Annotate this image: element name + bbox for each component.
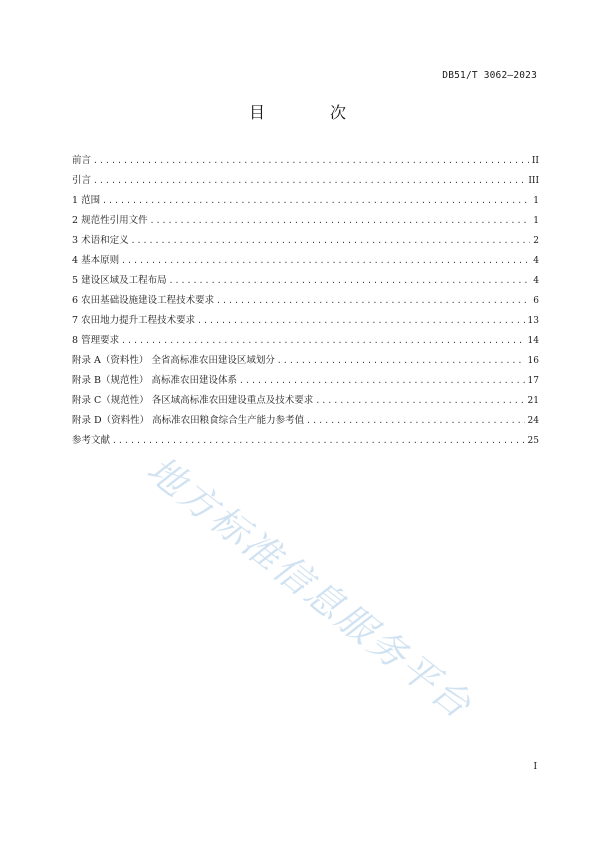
toc-entry-label: 附录 D（资料性） 高标准农田粮食综合生产能力参考值 bbox=[72, 415, 305, 426]
page-title: 目 次 bbox=[248, 103, 377, 122]
dot-leader bbox=[93, 151, 529, 171]
toc-entry-label: 2 规范性引用文件 bbox=[72, 215, 148, 226]
toc-entry-label: 4 基本原则 bbox=[72, 255, 120, 266]
dot-leader bbox=[102, 191, 530, 211]
toc-entry-page: 13 bbox=[527, 316, 539, 326]
dot-leader bbox=[131, 231, 531, 251]
toc-entry-page: 14 bbox=[527, 336, 539, 346]
toc-entry-appendix-d[interactable] bbox=[72, 411, 539, 431]
toc-entry-label: 参考文献 bbox=[72, 435, 111, 446]
toc-entry-label: 1 范围 bbox=[72, 195, 101, 206]
toc-entry-appendix-c[interactable] bbox=[72, 391, 539, 411]
toc-entry-page: III bbox=[528, 176, 539, 186]
toc-entry-appendix-b[interactable] bbox=[72, 371, 539, 391]
toc-entry-label: 8 管理要求 bbox=[72, 335, 120, 346]
dot-leader bbox=[150, 211, 531, 231]
dot-leader bbox=[277, 351, 525, 371]
toc-entry-page: 4 bbox=[533, 276, 539, 286]
toc-entry-page: 25 bbox=[527, 436, 539, 446]
toc-entry-page: 1 bbox=[533, 216, 539, 226]
dot-leader bbox=[93, 171, 525, 191]
dot-leader bbox=[315, 391, 524, 411]
toc-entry-appendix-a[interactable] bbox=[72, 351, 539, 371]
toc-entry-page: 1 bbox=[533, 196, 539, 206]
toc-entry-label: 7 农田地力提升工程技术要求 bbox=[72, 315, 196, 326]
toc-entry-bibliography[interactable] bbox=[72, 431, 539, 451]
dot-leader bbox=[169, 271, 531, 291]
toc-entry-label: 附录 C（规范性） 各区域高标准农田建设重点及技术要求 bbox=[72, 395, 314, 406]
dot-leader bbox=[112, 431, 525, 451]
toc-entry-label: 6 农田基础设施建设工程技术要求 bbox=[72, 295, 215, 306]
watermark: 地方标准信息服务平台 bbox=[139, 447, 481, 728]
toc-entry-label: 附录 B（规范性） 高标准农田建设体系 bbox=[72, 375, 238, 386]
dot-leader bbox=[121, 331, 524, 351]
toc-entry-management-requirements[interactable] bbox=[72, 331, 539, 351]
toc-entry-introduction[interactable] bbox=[72, 171, 539, 191]
toc-entry-label: 3 术语和定义 bbox=[72, 235, 129, 246]
toc-entry-page: 2 bbox=[533, 236, 539, 246]
toc-entry-scope[interactable] bbox=[72, 191, 539, 211]
toc-entry-label: 附录 A（资料性） 全省高标准农田建设区域划分 bbox=[72, 355, 275, 366]
toc-entry-infrastructure-requirements[interactable] bbox=[72, 291, 539, 311]
toc-entry-page: 6 bbox=[533, 296, 539, 306]
toc-entry-page: 16 bbox=[527, 356, 539, 366]
toc-entry-page: 4 bbox=[533, 256, 539, 266]
table-of-contents bbox=[72, 151, 539, 451]
dot-leader bbox=[216, 291, 530, 311]
toc-entry-page: 24 bbox=[527, 416, 539, 426]
dot-leader bbox=[197, 311, 524, 331]
toc-entry-page: 21 bbox=[527, 396, 539, 406]
toc-entry-label: 前言 bbox=[72, 155, 92, 166]
page-number: I bbox=[533, 762, 537, 772]
toc-entry-basic-principles[interactable] bbox=[72, 251, 539, 271]
toc-entry-label: 引言 bbox=[72, 175, 92, 186]
standard-code: DB51/T 3062—2023 bbox=[442, 70, 537, 81]
toc-entry-page: II bbox=[531, 156, 539, 166]
dot-leader bbox=[121, 251, 530, 271]
toc-entry-page: 17 bbox=[527, 376, 539, 386]
toc-entry-soil-fertility-requirements[interactable] bbox=[72, 311, 539, 331]
toc-entry-construction-areas[interactable] bbox=[72, 271, 539, 291]
dot-leader bbox=[306, 411, 524, 431]
toc-entry-label: 5 建设区域及工程布局 bbox=[72, 275, 167, 286]
toc-entry-terms-definitions[interactable] bbox=[72, 231, 539, 251]
dot-leader bbox=[239, 371, 525, 391]
toc-entry-normative-references[interactable] bbox=[72, 211, 539, 231]
toc-entry-foreword[interactable] bbox=[72, 151, 539, 171]
